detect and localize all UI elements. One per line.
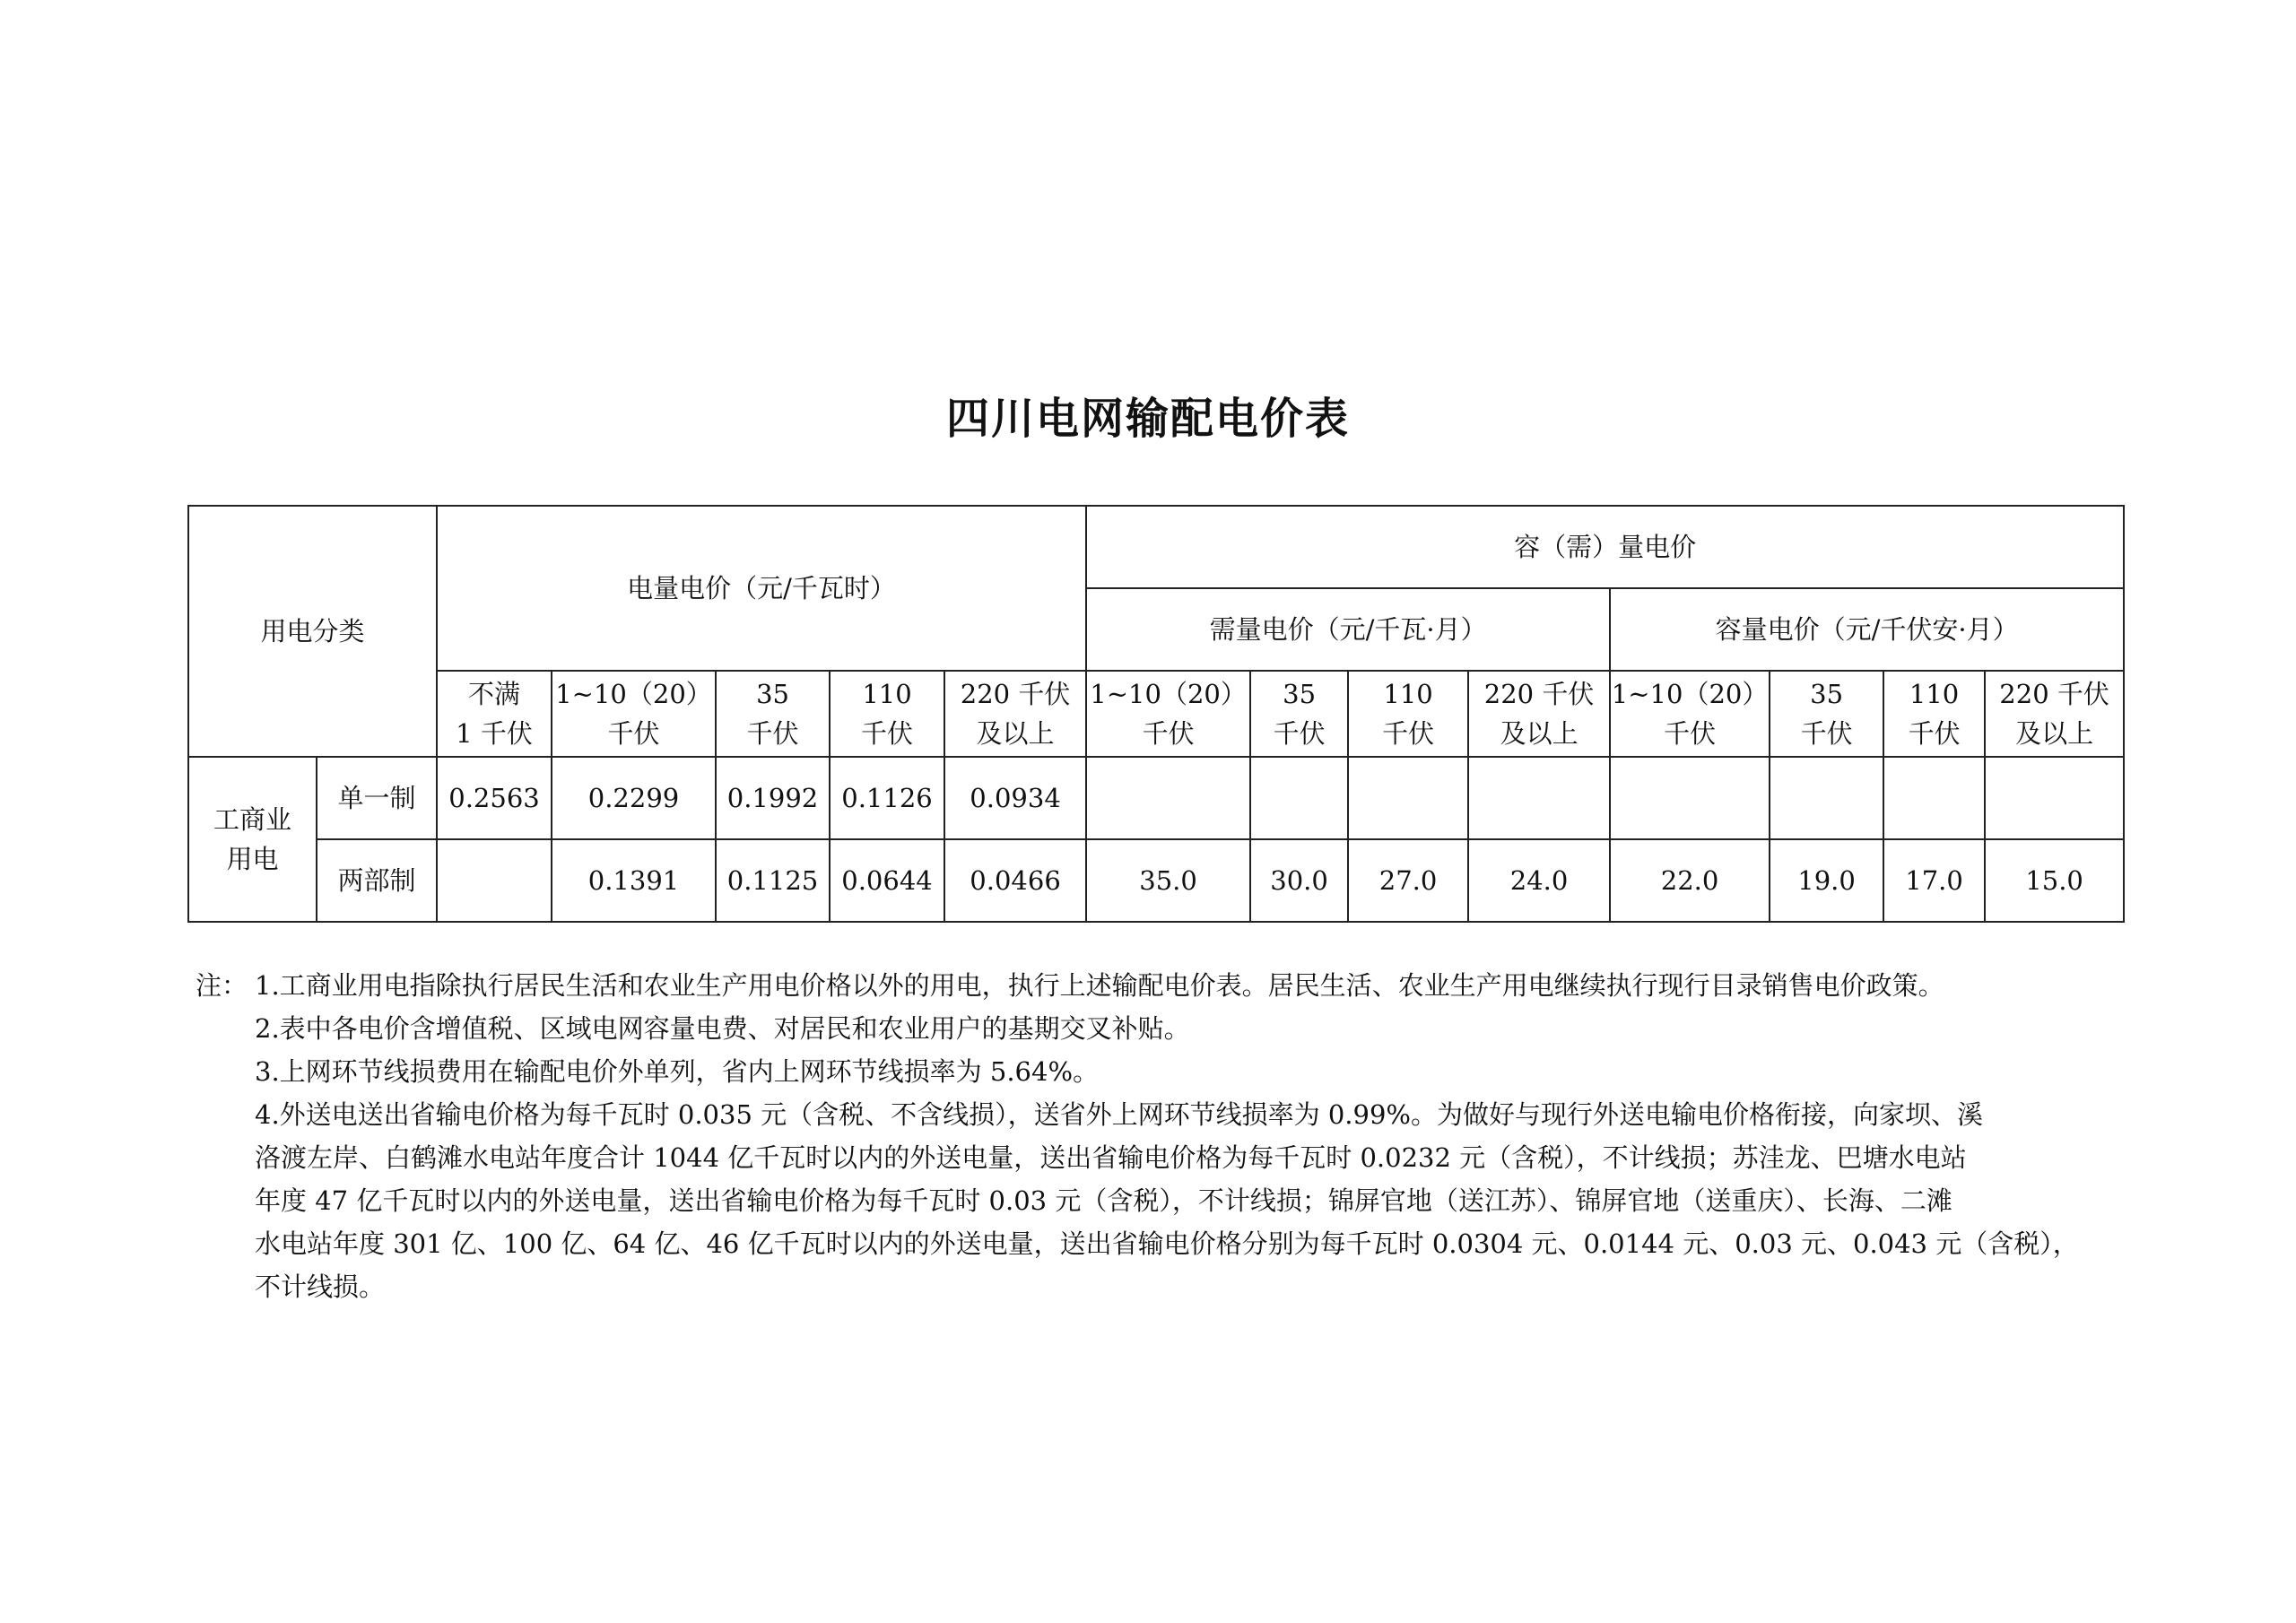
table-cell: 19.0	[1770, 839, 1883, 922]
table-cell	[1610, 757, 1770, 839]
table-cell: 0.0934	[944, 757, 1086, 839]
table-cell: 24.0	[1468, 839, 1610, 922]
demand-header-cell	[1086, 588, 1610, 671]
table-row	[188, 839, 2124, 922]
table-cell	[1086, 757, 1250, 839]
voltage-header: 35 千伏	[1250, 671, 1348, 757]
voltage-header: 220 千伏 及以上	[944, 671, 1086, 757]
voltage-header: 1~10（20） 千伏	[552, 671, 716, 757]
table-cell: 35.0	[1086, 839, 1250, 922]
demand-price-header: 需量电价（元/千瓦·月）	[1209, 614, 1487, 645]
notes-section	[196, 964, 2124, 1308]
voltage-header: 110 千伏	[830, 671, 944, 757]
voltage-header: 110 千伏	[1348, 671, 1468, 757]
table-cell	[1770, 757, 1883, 839]
capacity-group-header-cell	[1086, 506, 2124, 588]
table-cell: 0.1125	[716, 839, 830, 922]
table-cell	[1468, 757, 1610, 839]
table-cell	[437, 839, 552, 922]
voltage-header: 220 千伏 及以上	[1985, 671, 2124, 757]
category-header: 用电分类	[260, 616, 365, 647]
energy-header-cell	[437, 506, 1086, 671]
capacity-price-header: 容量电价（元/千伏安·月）	[1715, 614, 2019, 645]
table-cell: 30.0	[1250, 839, 1348, 922]
table-cell	[1348, 757, 1468, 839]
table-cell: 0.1992	[716, 757, 830, 839]
row-label: 两部制	[317, 839, 437, 922]
table-cell: 0.2299	[552, 757, 716, 839]
voltage-header: 110 千伏	[1883, 671, 1985, 757]
table-cell: 0.0644	[830, 839, 944, 922]
voltage-header: 1~10（20） 千伏	[1086, 671, 1250, 757]
table-row	[188, 757, 2124, 839]
voltage-header: 35 千伏	[716, 671, 830, 757]
group-label: 工商业 用电	[188, 757, 317, 922]
note-1: 注： 1.工商业用电指除执行居民生活和农业生产用电价格以外的用电，执行上述输配电价表。居民生活、农业生产用电继续执行现行目录销售电价政策。	[196, 964, 2124, 1007]
voltage-header: 35 千伏	[1770, 671, 1883, 757]
capacity-header-cell	[1610, 588, 2124, 671]
table-cell: 0.0466	[944, 839, 1086, 922]
price-table	[187, 505, 2125, 923]
note-4-line: 年度 47 亿千瓦时以内的外送电量，送出省输电价格为每千瓦时 0.03 元（含税），不计线损；锦屏官地（送江苏）、锦屏官地（送重庆）、长海、二滩	[255, 1185, 1952, 1216]
voltage-header: 1~10（20） 千伏	[1610, 671, 1770, 757]
note-3: 3.上网环节线损费用在输配电价外单列，省内上网环节线损率为 5.64%。	[255, 1056, 1100, 1087]
table-cell: 27.0	[1348, 839, 1468, 922]
notes-prefix: 注：	[196, 970, 248, 1001]
voltage-header: 220 千伏 及以上	[1468, 671, 1610, 757]
category-header-cell	[188, 506, 437, 757]
note-4-line: 水电站年度 301 亿、100 亿、64 亿、46 亿千瓦时以内的外送电量，送出省输电价格分别为每千瓦时 0.0304 元、0.0144 元、0.03 元、0.043 元（含税），	[255, 1228, 2079, 1259]
table-cell: 22.0	[1610, 839, 1770, 922]
table-cell: 0.1391	[552, 839, 716, 922]
note-4-line: 4.外送电送出省输电价格为每千瓦时 0.035 元（含税、不含线损），送省外上网环节线损率为 0.99%。为做好与现行外送电输电价格衔接，向家坝、溪	[255, 1099, 1983, 1130]
table-cell	[1250, 757, 1348, 839]
table-cell	[1985, 757, 2124, 839]
table-cell	[1883, 757, 1985, 839]
table-cell: 17.0	[1883, 839, 1985, 922]
capacity-group-header: 容（需）量电价	[1514, 532, 1697, 562]
energy-price-header: 电量电价（元/千瓦时）	[627, 573, 896, 603]
document-title: 四川电网输配电价表	[945, 394, 1350, 444]
note-2: 2.表中各电价含增值税、区域电网容量电费、对居民和农业用户的基期交叉补贴。	[255, 1013, 1190, 1044]
table-cell: 0.2563	[437, 757, 552, 839]
voltage-header: 不满 1 千伏	[437, 671, 552, 757]
table-cell: 15.0	[1985, 839, 2124, 922]
note-4-line: 洛渡左岸、白鹤滩水电站年度合计 1044 亿千瓦时以内的外送电量，送出省输电价格为每千瓦时 0.0232 元（含税），不计线损；苏洼龙、巴塘水电站	[255, 1142, 1967, 1173]
table-cell: 0.1126	[830, 757, 944, 839]
note-4-line: 不计线损。	[255, 1271, 386, 1302]
row-label: 单一制	[317, 757, 437, 839]
